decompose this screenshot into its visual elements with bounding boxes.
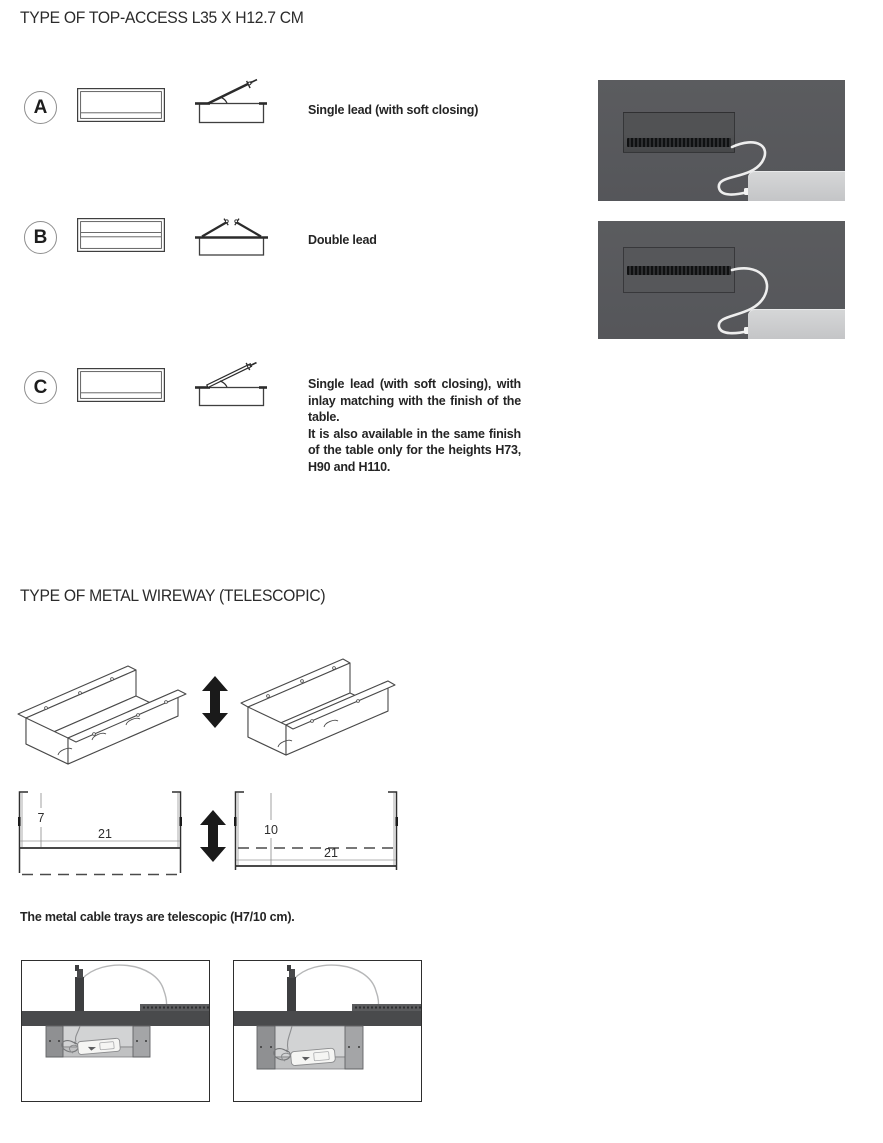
under-desk-extended-graphic	[234, 961, 421, 1101]
section1-title: TYPE OF TOP-ACCESS L35 X H12.7 CM	[20, 9, 304, 27]
top-view-drawing-b	[77, 218, 165, 252]
telescopic-arrow-icon	[202, 676, 228, 728]
cross-section-h7	[18, 792, 182, 875]
laptop	[748, 309, 845, 339]
wireway-under-desk-closed-illustration	[21, 960, 210, 1102]
cross-section-h10	[234, 792, 398, 870]
option-c-description	[308, 376, 521, 475]
dimension-w21-right: 21	[324, 846, 338, 860]
option-b-description: Double lead	[308, 233, 377, 247]
laptop	[748, 171, 845, 201]
option-c-description-part2: It is also available in the same finish of the table only for the heights H73, H90 and H110.	[308, 426, 521, 474]
dimension-h7: 7	[37, 811, 45, 825]
section2-title: TYPE OF METAL WIREWAY (TELESCOPIC)	[20, 587, 326, 605]
dimension-w21-left: 21	[98, 827, 112, 841]
side-view-drawing-c	[194, 356, 272, 408]
top-access-double-lead-photo	[598, 221, 845, 339]
wireway-isometric-drawing	[14, 636, 414, 781]
wireway-low-position-drawing	[18, 666, 186, 764]
wireway-under-desk-extended-illustration	[233, 960, 422, 1102]
dimension-h10: 10	[264, 823, 278, 837]
option-a-label: A	[33, 96, 48, 118]
top-access-single-lead-photo	[598, 80, 845, 201]
option-c-label: C	[33, 376, 48, 398]
wireway-high-position-drawing	[241, 659, 395, 755]
option-c-badge	[24, 371, 57, 404]
option-b-badge	[24, 221, 57, 254]
side-view-drawing-b	[194, 212, 272, 258]
option-a-description: Single lead (with soft closing)	[308, 103, 479, 117]
option-c-description-part1: Single lead (with soft closing), with inlay matching with the finish of the table.	[308, 377, 521, 424]
option-b-label: B	[33, 226, 48, 248]
telescopic-note: The metal cable trays are telescopic (H7/10 cm).	[20, 910, 295, 924]
top-view-drawing-a	[77, 88, 165, 122]
top-view-drawing-c	[77, 368, 165, 402]
option-a-badge	[24, 91, 57, 124]
side-view-drawing-a	[194, 74, 272, 126]
telescopic-arrow-icon	[200, 810, 226, 862]
wireway-cross-section-drawing	[18, 790, 414, 882]
under-desk-closed-graphic	[22, 961, 209, 1101]
